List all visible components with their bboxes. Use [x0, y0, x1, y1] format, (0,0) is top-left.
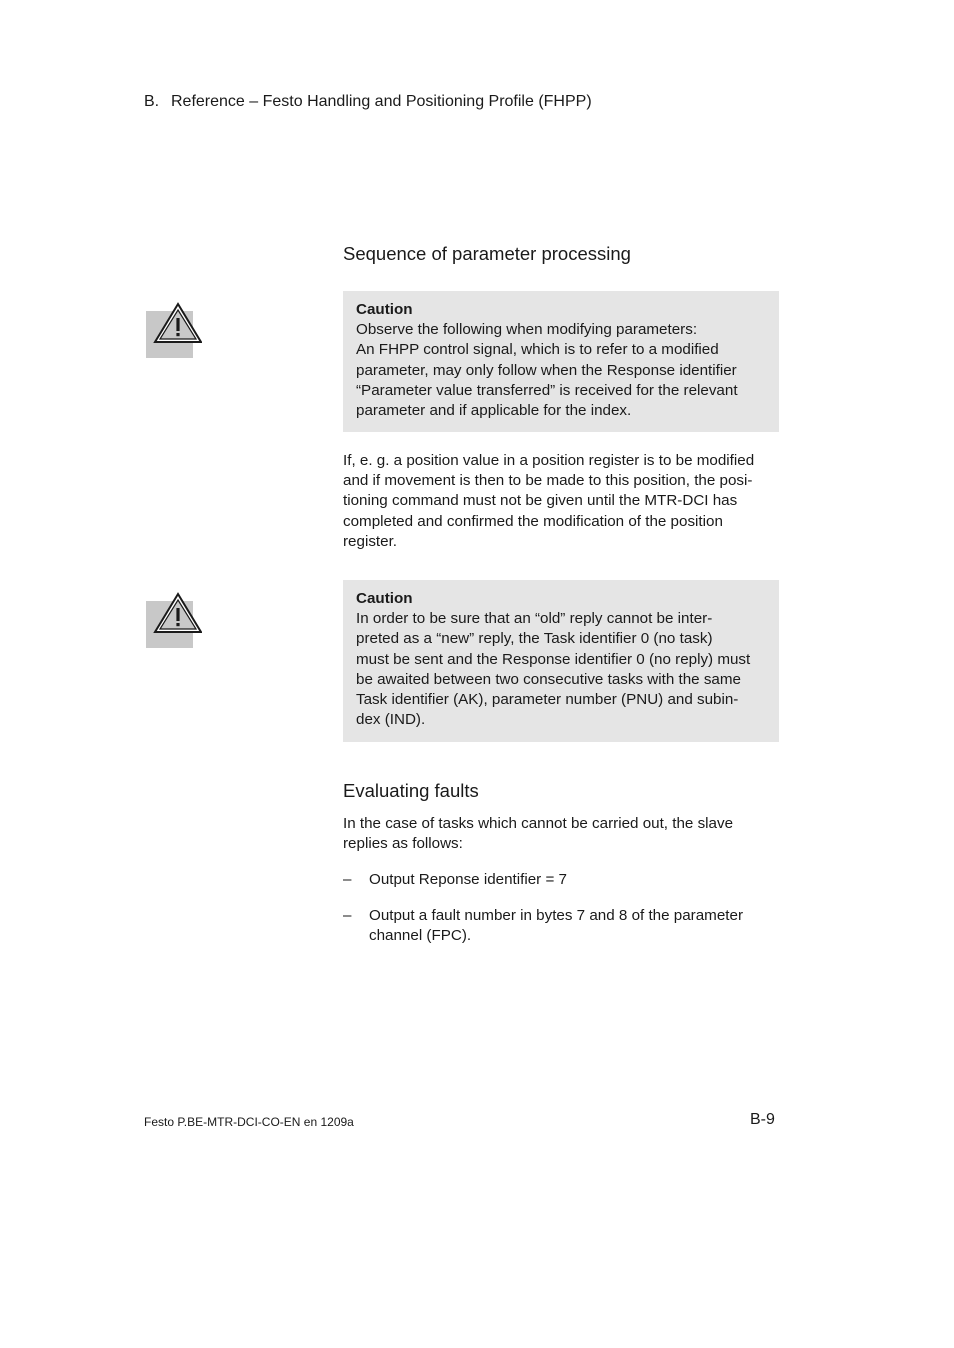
- running-header: [144, 93, 592, 111]
- caution-line: Observe the following when modifying parameters:: [356, 321, 698, 339]
- body-paragraph: [343, 814, 779, 854]
- list-item: [343, 906, 779, 946]
- caution-line: dex (IND).: [356, 711, 426, 729]
- caution-title: Caution: [356, 301, 413, 318]
- list-item-text: channel (FPC).: [369, 927, 472, 945]
- list-item-text: Output a fault number in bytes 7 and 8 of the parameter: [369, 907, 744, 924]
- caution-line: be awaited between two consecutive tasks with the same: [356, 670, 741, 688]
- caution-line: must be sent and the Response identifier 0 (no reply) must: [356, 650, 751, 668]
- paragraph-line: register.: [343, 532, 398, 550]
- paragraph-line: and if movement is then to be made to this position, the posi-: [343, 472, 753, 490]
- paragraph-line: tioning command must not be given until the MTR-DCI has: [343, 492, 738, 510]
- caution-line: An FHPP control signal, which is to refer to a modified: [356, 341, 719, 359]
- section-heading-evaluating-faults: Evaluating faults: [343, 780, 479, 801]
- caution-line: “Parameter value transferred” is received for the relevant: [356, 381, 738, 399]
- list-item-text: Output Reponse identifier = 7: [369, 871, 567, 888]
- section-title: Reference – Festo Handling and Positioning Profile (FHPP): [171, 93, 592, 110]
- warning-triangle-icon: [146, 302, 202, 352]
- caution-box: [343, 291, 779, 432]
- caution-title: Caution: [356, 590, 413, 607]
- section-number: B.: [144, 93, 160, 110]
- paragraph-line: If, e. g. a position value in a position register is to be modified: [343, 452, 755, 469]
- warning-triangle-icon: [146, 592, 202, 642]
- page-number: B-9: [750, 1111, 775, 1128]
- list-dash: –: [343, 871, 352, 888]
- footer-doc-id: Festo P.BE-MTR-DCI-CO-EN en 1209a: [144, 1115, 354, 1129]
- caution-line: parameter, may only follow when the Response identifier: [356, 361, 737, 379]
- section-heading-parameter-processing: Sequence of parameter processing: [343, 243, 631, 264]
- caution-box: [343, 580, 779, 742]
- paragraph-line: replies as follows:: [343, 835, 463, 853]
- caution-line: Task identifier (AK), parameter number (PNU) and subin-: [356, 691, 739, 709]
- list-dash: –: [343, 907, 352, 924]
- paragraph-line: completed and confirmed the modification of the position: [343, 512, 723, 530]
- paragraph-line: In the case of tasks which cannot be carried out, the slave: [343, 815, 734, 832]
- caution-line: preted as a “new” reply, the Task identifier 0 (no task): [356, 630, 713, 648]
- body-paragraph: [343, 451, 779, 552]
- list-item: [343, 870, 779, 890]
- caution-line: parameter and if applicable for the index.: [356, 402, 632, 420]
- caution-line: In order to be sure that an “old” reply cannot be inter-: [356, 610, 713, 628]
